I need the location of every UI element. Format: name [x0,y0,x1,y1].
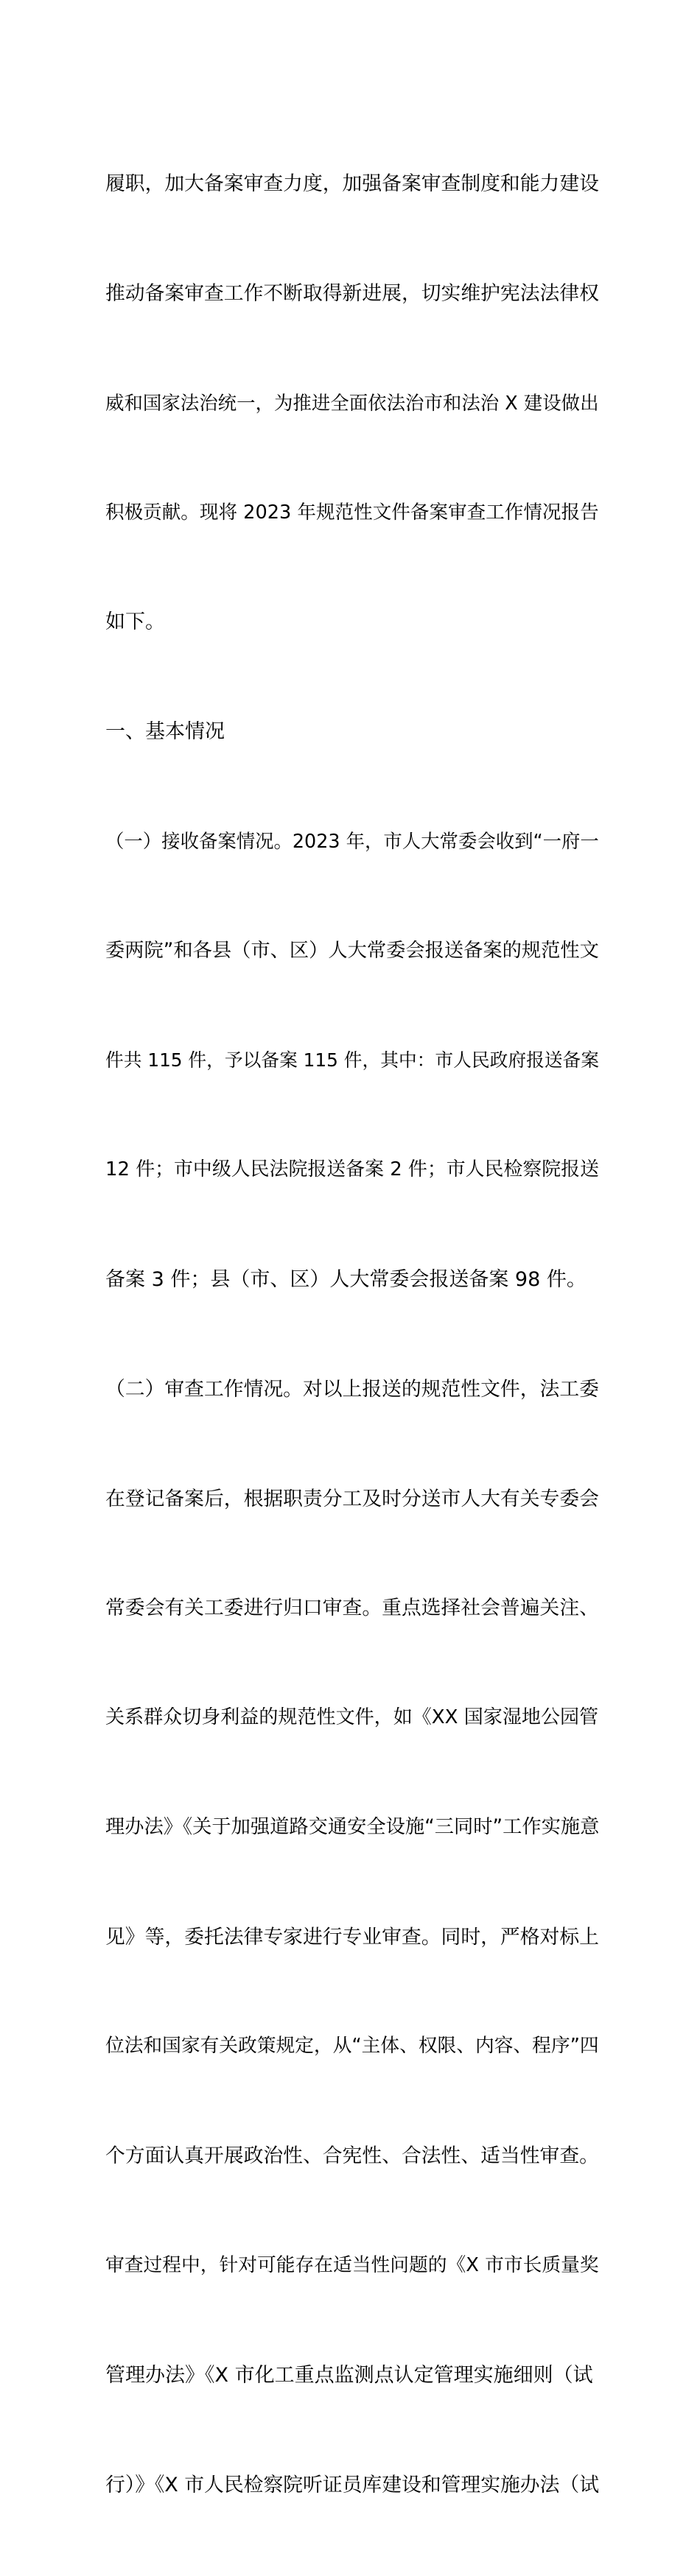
text-line: 审查过程中，针对可能存在适当性问题的《X 市市长质量奖 [105,2254,599,2277]
text-line: 理办法》《关于加强道路交通安全设施“三同时”工作实施意 [105,1815,600,1838]
text-line: （二）审查工作情况。对以上报送的规范性文件，法工委 [105,1377,599,1401]
text-line: 行）》《X 市人民检察院听证员库建设和管理实施办法（试 [105,2473,599,2496]
text-line: 见》等，委托法律专家进行专业审查。同时，严格对标上 [105,1925,599,1949]
section-heading: 一、基本情况 [105,720,225,744]
text-line: 备案 3 件；县（市、区）人大常委会报送备案 98 件。 [105,1268,587,1291]
text-line: 如下。 [105,610,165,634]
text-line: 常委会有关工委进行归口审查。重点选择社会普遍关注、 [105,1597,599,1620]
text-line: 推动备案审查工作不断取得新进展，切实维护宪法法律权 [105,281,599,305]
text-line: 12 件；市中级人民法院报送备案 2 件；市人民检察院报送 [105,1158,599,1181]
text-line: 关系群众切身利益的规范性文件，如《XX 国家湿地公园管 [105,1706,599,1729]
text-line: 件共 115 件，予以备案 115 件，其中：市人民政府报送备案 [105,1049,600,1071]
document-body [105,93,599,2576]
text-line: 个方面认真开展政治性、合宪性、合法性、适当性审查。 [105,2144,599,2168]
text-line: 位法和国家有关政策规定，从“主体、权限、内容、程序”四 [105,2035,599,2058]
text-line: （一）接收备案情况。2023 年，市人大常委会收到“一府一 [105,829,599,852]
text-line: 积极贡献。现将 2023 年规范性文件备案审查工作情况报告 [105,501,599,524]
text-line: 威和国家法治统一，为推进全面依法治市和法治 X 建设做出 [105,391,599,414]
text-line: 在登记备案后，根据职责分工及时分送市人大有关专委会 [105,1487,599,1510]
text-line: 履职，加大备案审查力度，加强备案审查制度和能力建设 [105,172,599,196]
text-line: 管理办法》《X 市化工重点监测点认定管理实施细则（试 [105,2363,593,2387]
text-line: 委两院”和各县（市、区）人大常委会报送备案的规范性文 [105,939,599,962]
